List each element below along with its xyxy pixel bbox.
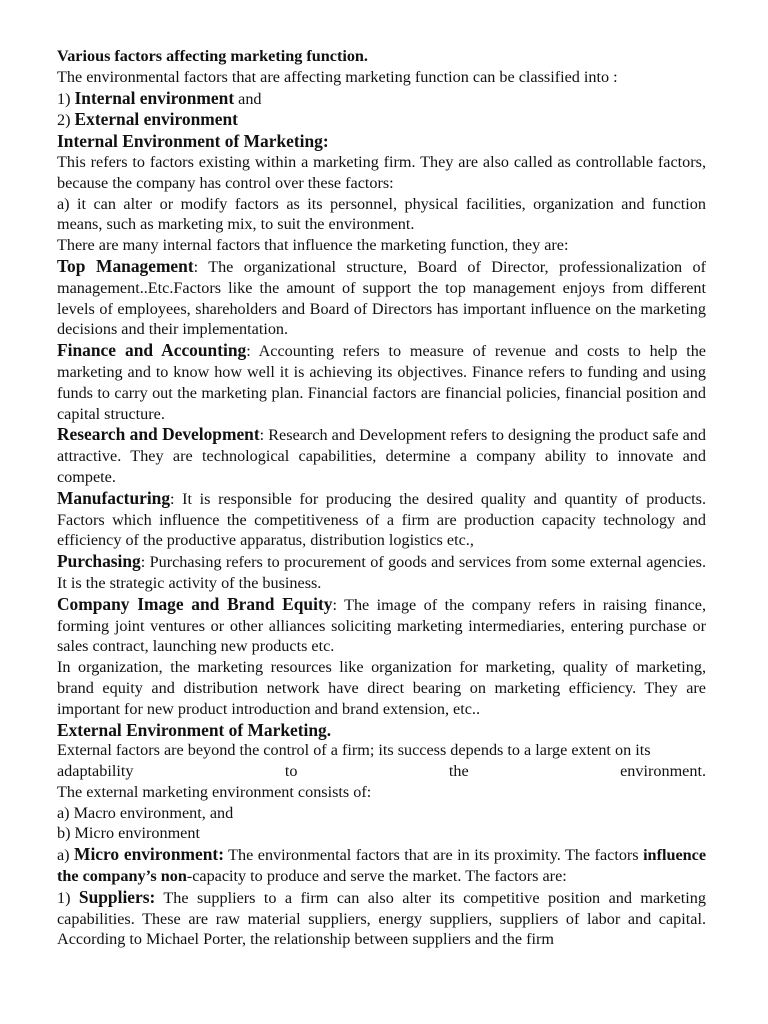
suppliers-term: Suppliers: xyxy=(78,886,156,907)
company-image-paragraph xyxy=(57,594,706,657)
finance-paragraph xyxy=(57,340,706,424)
macro-environment-item: a) Macro environment, and xyxy=(57,803,234,822)
purchasing-paragraph xyxy=(57,551,706,594)
micro-environment-text-1: The environmental factors that are in its proximity. The factors xyxy=(224,846,644,865)
company-image-text: : The image of the company refers in raising finance, forming joint ventures or other alliances soliciting marketing intermediaries, entering purchase or sales contract, launching new products etc. xyxy=(57,595,707,656)
list-item-internal xyxy=(57,88,706,110)
purchasing-text: : Purchasing refers to procurement of goods and services from some external agencies. It is the strategic activity of the business. xyxy=(57,553,706,592)
list-number: 1) xyxy=(57,89,75,108)
manufacturing-term: Manufacturing xyxy=(57,487,171,508)
top-management-paragraph xyxy=(57,256,706,340)
document-page xyxy=(57,46,706,950)
intro-paragraph: The environmental factors that are affecting marketing function can be classified into : xyxy=(57,67,618,86)
external-paragraph-2: The external marketing environment consists of: xyxy=(57,782,372,801)
internal-environment-term: Internal environment xyxy=(74,87,235,108)
rnd-text: : Research and Development refers to designing the product safe and attractive. They are technological capabilities, determine a company ability to innovate and compete. xyxy=(57,426,706,486)
external-environment-term: External environment xyxy=(74,109,238,130)
manufacturing-text: : It is responsible for producing the desired quality and quantity of products. Factors which influence the competitiveness of a firm are production capacity technology and efficiency of the productive apparatus, distribution logistics etc., xyxy=(57,489,706,550)
external-paragraph-1-spread-line: adaptability to the environment. xyxy=(57,762,706,781)
external-paragraph-1: External factors are beyond the control of a firm; its success depends to a large extent on its xyxy=(57,741,651,760)
internal-paragraph-2: a) it can alter or modify factors as its personnel, physical facilities, organization and function means, such as marketing mix, to suit the environment. xyxy=(57,194,706,234)
suppliers-text: The suppliers to a firm can also alter its competitive position and marketing capabilities. These are raw material suppliers, energy suppliers, suppliers of labor and capital. According to Michael Porter, the relationship between suppliers and the firm xyxy=(57,888,706,949)
micro-environment-paragraph xyxy=(57,844,706,887)
top-management-text: : The organizational structure, Board of Director, professionalization of management..Etc.Factors like the amount of support the top management enjoys from different levels of employees, shareholders and Board of Directors has important influence on the marketing decisions and their implementation. xyxy=(57,257,706,339)
micro-environment-item: b) Micro environment xyxy=(57,824,200,843)
micro-environment-inline-bold: influence the company’s non xyxy=(57,846,707,886)
manufacturing-paragraph xyxy=(57,488,706,551)
external-environment-heading: External Environment of Marketing. xyxy=(57,719,332,740)
list-number: 2) xyxy=(57,111,75,130)
rnd-term: Research and Development xyxy=(57,424,260,445)
list-item-tail: and xyxy=(234,89,262,108)
list-item-external xyxy=(57,109,706,131)
document-title: Various factors affecting marketing function. xyxy=(57,47,368,65)
finance-text: : Accounting refers to measure of revenue and costs to help the marketing and to know how well it is achieving its objectives. Finance refers to funding and using funds to carry out the marketing plan. Financial factors are financial policies, financial position and capital structure. xyxy=(57,342,706,423)
top-management-term: Top Management xyxy=(57,255,194,276)
organization-paragraph: In organization, the marketing resources like organization for marketing, quality of marketing, brand equity and distribution network have direct bearing on marketing efficiency. They are important for new product introduction and brand extension, etc.. xyxy=(57,658,706,718)
list-number: 1) xyxy=(57,888,79,907)
suppliers-paragraph xyxy=(57,887,706,950)
micro-environment-text-2: -capacity to produce and serve the market. The factors are: xyxy=(186,867,567,886)
internal-paragraph-3: There are many internal factors that influence the marketing function, they are: xyxy=(57,236,569,255)
internal-environment-heading: Internal Environment of Marketing: xyxy=(57,131,329,152)
internal-paragraph-1: This refers to factors existing within a marketing firm. They are also called as controllable factors, because the company has control over these factors: xyxy=(57,152,706,192)
list-number: a) xyxy=(57,846,75,865)
company-image-term: Company Image and Brand Equity xyxy=(57,593,333,614)
purchasing-term: Purchasing xyxy=(57,551,141,572)
micro-environment-term: Micro environment: xyxy=(74,844,224,865)
finance-term: Finance and Accounting xyxy=(57,340,247,361)
rnd-paragraph xyxy=(57,424,706,487)
